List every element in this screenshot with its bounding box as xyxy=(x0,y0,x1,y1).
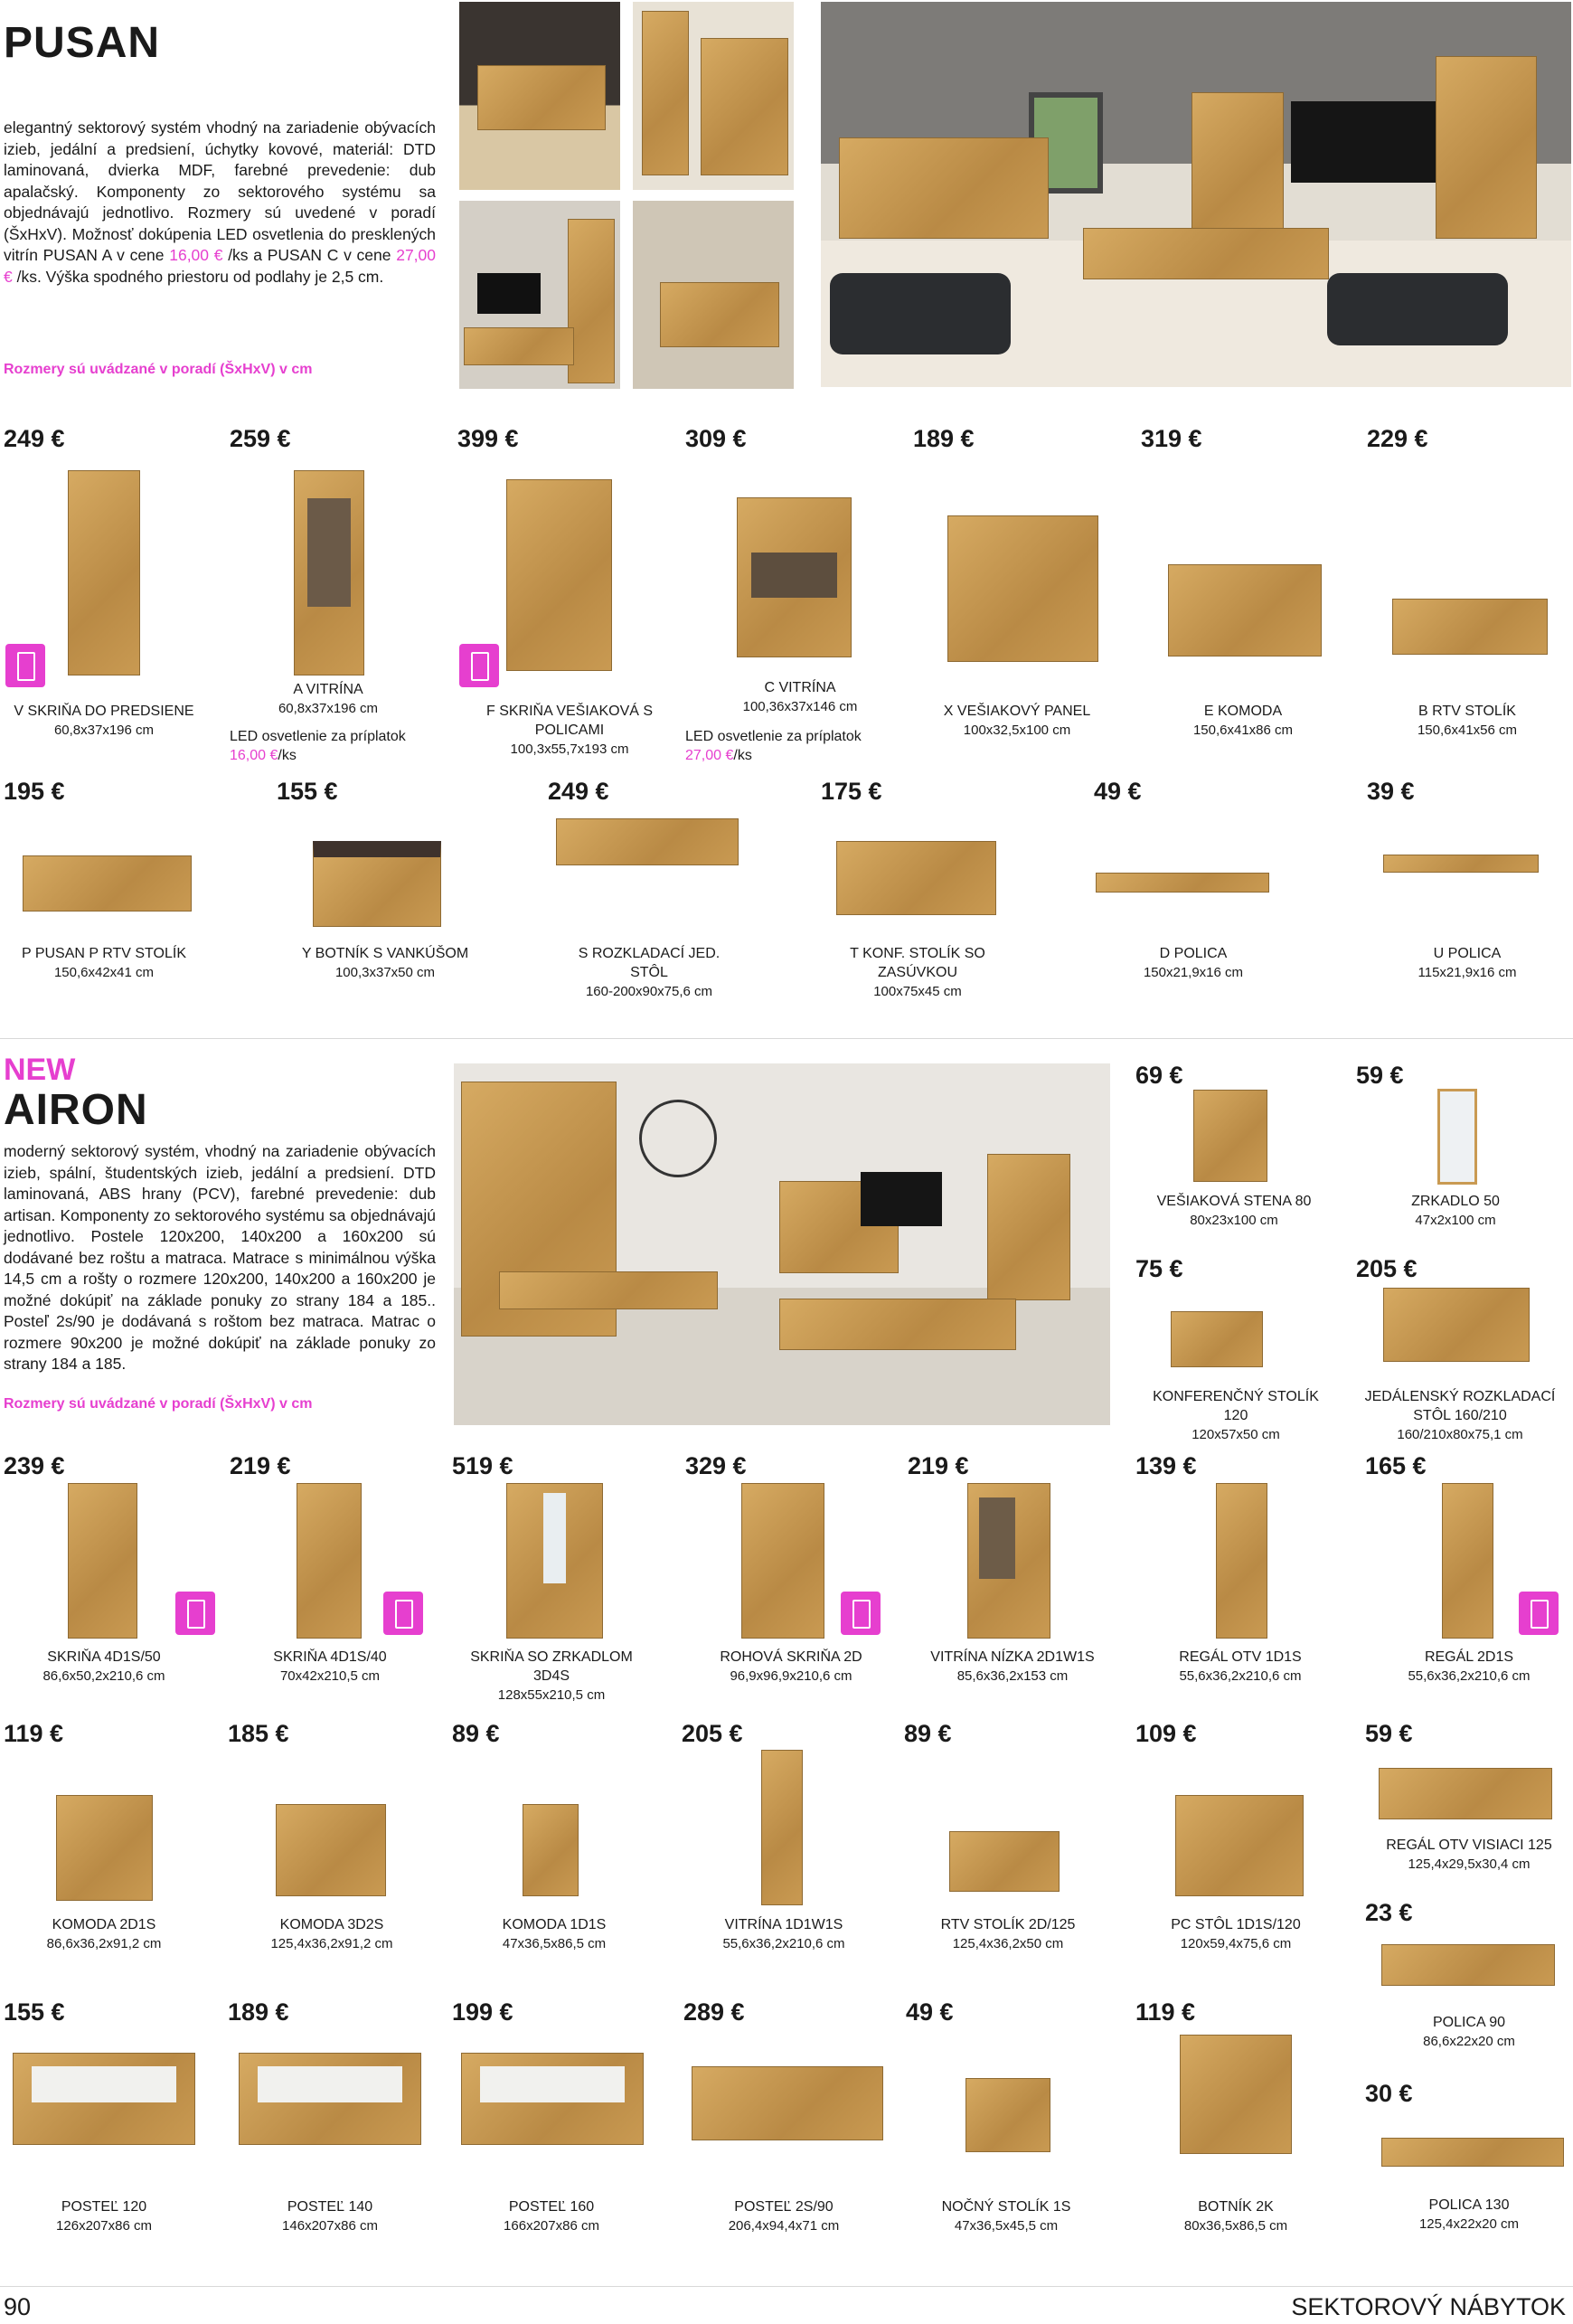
pusan-c-image xyxy=(737,497,852,657)
pusan-p-price: 195 € xyxy=(4,778,65,805)
airon-mirror-label: ZRKADLO 50 47x2x100 cm xyxy=(1411,1194,1500,1228)
airon-mirror-price: 59 € xyxy=(1356,1062,1404,1089)
pusan-c-label: C VITRÍNA 100,36x37x146 cm xyxy=(742,680,858,714)
airon-r3-1-price: 189 € xyxy=(228,1998,289,2026)
airon-shelf-130-price: 30 € xyxy=(1365,2080,1413,2107)
led-badge-icon xyxy=(459,644,499,687)
pusan-photo-tv-wall xyxy=(459,201,620,389)
pusan-y-label: Y BOTNÍK S VANKÚŠOM 100,3x37x50 cm xyxy=(301,946,469,980)
pusan-a-led-note: LED osvetlenie za príplatok 16,00 €/ks xyxy=(230,729,406,763)
pusan-y-image xyxy=(313,841,441,927)
pusan-b-image xyxy=(1392,599,1548,655)
airon-wall-hanger-image xyxy=(1193,1090,1267,1182)
airon-r1-2-image xyxy=(506,1483,603,1639)
airon-r3-2-label: POSTEĽ 160 166x207x86 cm xyxy=(504,2199,599,2234)
pusan-photo-sideboard xyxy=(459,2,620,190)
airon-r2-0-price: 119 € xyxy=(4,1720,64,1747)
pusan-a-image xyxy=(294,470,364,675)
led-badge-icon xyxy=(383,1592,423,1635)
airon-dining-table-price: 205 € xyxy=(1356,1255,1418,1282)
airon-r3-1-image xyxy=(239,2053,421,2145)
pusan-d-image xyxy=(1096,873,1269,893)
airon-r2-1-image xyxy=(276,1804,386,1896)
pusan-f-label: F SKRIŇA VEŠIAKOVÁ S POLICAMI 100,3x55,7x193 cm xyxy=(485,704,654,757)
airon-r1-0-label: SKRIŇA 4D1S/50 86,6x50,2x210,6 cm xyxy=(42,1649,165,1684)
airon-r1-3-label: ROHOVÁ SKRIŇA 2D 96,9x96,9x210,6 cm xyxy=(720,1649,862,1684)
airon-r1-2-price: 519 € xyxy=(452,1452,513,1479)
airon-r1-0-price: 239 € xyxy=(4,1452,65,1479)
airon-r2-3-label: VITRÍNA 1D1W1S 55,6x36,2x210,6 cm xyxy=(722,1917,845,1951)
airon-r3-4-image xyxy=(965,2078,1050,2152)
section-title: SEKTOROVÝ NÁBYTOK xyxy=(1291,2293,1566,2320)
pusan-x-label: X VEŠIAKOVÝ PANEL 100x32,5x100 cm xyxy=(943,704,1091,738)
pusan-f-price: 399 € xyxy=(457,425,519,452)
airon-r2-2-image xyxy=(523,1804,579,1896)
airon-r3-1-label: POSTEĽ 140 146x207x86 cm xyxy=(282,2199,378,2234)
pusan-photo-coffee-table xyxy=(633,201,794,389)
pusan-u-label: U POLICA 115x21,9x16 cm xyxy=(1418,946,1517,980)
airon-r1-3-image xyxy=(741,1483,824,1639)
pusan-d-label: D POLICA 150x21,9x16 cm xyxy=(1143,946,1244,980)
pusan-photo-living-room xyxy=(821,2,1571,387)
airon-r3-2-image xyxy=(461,2053,644,2145)
airon-wall-hanger-price: 69 € xyxy=(1135,1062,1183,1089)
airon-r3-5-label: BOTNÍK 2K 80x36,5x86,5 cm xyxy=(1183,2199,1288,2234)
pusan-u-image xyxy=(1383,855,1539,873)
airon-r1-4-price: 219 € xyxy=(908,1452,969,1479)
airon-r1-0-image xyxy=(68,1483,137,1639)
airon-r2-0-label: KOMODA 2D1S 86,6x36,2x91,2 cm xyxy=(46,1917,162,1951)
pusan-a-price: 259 € xyxy=(230,425,291,452)
airon-r3-3-price: 289 € xyxy=(683,1998,745,2026)
airon-r1-6-label: REGÁL 2D1S 55,6x36,2x210,6 cm xyxy=(1408,1649,1531,1684)
airon-r2-2-price: 89 € xyxy=(452,1720,500,1747)
airon-r3-3-image xyxy=(692,2066,883,2140)
pusan-f-image xyxy=(506,479,612,671)
pusan-d-price: 49 € xyxy=(1094,778,1142,805)
airon-coffee-table-label: KONFERENČNÝ STOLÍK 120 120x57x50 cm xyxy=(1153,1389,1319,1442)
airon-r1-1-label: SKRIŇA 4D1S/40 70x42x210,5 cm xyxy=(273,1649,387,1684)
pusan-t-price: 175 € xyxy=(821,778,882,805)
airon-r3-0-label: POSTEĽ 120 126x207x86 cm xyxy=(56,2199,152,2234)
pusan-t-label: T KONF. STOLÍK SO ZASÚVKOU 100x75x45 cm xyxy=(850,946,985,999)
airon-r1-1-image xyxy=(297,1483,362,1639)
airon-r1-6-image xyxy=(1442,1483,1493,1639)
airon-shelf-90-label: POLICA 90 86,6x22x20 cm xyxy=(1423,2015,1515,2049)
airon-r2-1-price: 185 € xyxy=(228,1720,289,1747)
airon-coffee-table-image xyxy=(1171,1311,1263,1367)
airon-title: AIRON xyxy=(4,1086,148,1134)
airon-photo-room xyxy=(454,1063,1110,1425)
pusan-e-label: E KOMODA 150,6x41x86 cm xyxy=(1192,704,1294,738)
pusan-title: PUSAN xyxy=(4,19,161,67)
pusan-y-price: 155 € xyxy=(277,778,338,805)
airon-r1-2-label: SKRIŇA SO ZRKADLOM 3D4S 128x55x210,5 cm xyxy=(470,1649,633,1703)
pusan-b-label: B RTV STOLÍK 150,6x41x56 cm xyxy=(1417,704,1518,738)
airon-r2-6-price: 59 € xyxy=(1365,1720,1413,1747)
airon-r3-0-price: 155 € xyxy=(4,1998,65,2026)
airon-r1-1-price: 219 € xyxy=(230,1452,291,1479)
pusan-e-image xyxy=(1168,564,1322,657)
pusan-x-image xyxy=(947,515,1098,662)
airon-mirror-image xyxy=(1437,1089,1477,1185)
led-badge-icon xyxy=(841,1592,881,1635)
airon-r1-4-label: VITRÍNA NÍZKA 2D1W1S 85,6x36,2x153 cm xyxy=(930,1649,1095,1684)
airon-shelf-130-label: POLICA 130 125,4x22x20 cm xyxy=(1418,2197,1520,2232)
airon-shelf-90-image xyxy=(1381,1944,1555,1986)
page-number: 90 xyxy=(4,2293,32,2320)
pusan-dimension-note: Rozmery sú uvádzané v poradí (ŠxHxV) v cm xyxy=(4,362,313,377)
pusan-c-led-note: LED osvetlenie za príplatok 27,00 €/ks xyxy=(685,729,862,763)
pusan-t-image xyxy=(836,841,996,915)
airon-r1-5-image xyxy=(1216,1483,1267,1639)
pusan-s-price: 249 € xyxy=(548,778,609,805)
airon-r2-4-image xyxy=(949,1831,1060,1892)
airon-dining-table-image xyxy=(1383,1288,1530,1362)
airon-r3-2-price: 199 € xyxy=(452,1998,513,2026)
pusan-s-image xyxy=(556,818,739,865)
pusan-e-price: 319 € xyxy=(1141,425,1202,452)
airon-r1-6-price: 165 € xyxy=(1365,1452,1427,1479)
airon-r1-4-image xyxy=(967,1483,1050,1639)
pusan-v-label: V SKRIŇA DO PREDSIENE 60,8x37x196 cm xyxy=(14,704,194,738)
airon-r2-1-label: KOMODA 3D2S 125,4x36,2x91,2 cm xyxy=(270,1917,393,1951)
pusan-x-price: 189 € xyxy=(913,425,975,452)
pusan-a-label: A VITRÍNA 60,8x37x196 cm xyxy=(278,682,379,716)
airon-r3-5-image xyxy=(1180,2035,1292,2154)
airon-r3-4-label: NOČNÝ STOLÍK 1S 47x36,5x45,5 cm xyxy=(941,2199,1071,2234)
airon-description: moderný sektorový systém, vhodný na zariadenie obývacích izieb, spální, študentských izieb, jedální a predsiení. DTD laminovaná, ABS hrany (PCV), farebné prevedenie: dub artisan. Komponenty zo sektorového systému sa objednávajú jednotlivo. Postele 120x200, 140x200 a 160x200 sú dodávané bez roštu a matraca. Matrace s minimálnou výška 14,5 cm a rošty o rozmere 120x200, 140x200 a 160x200 je možné dokúpiť na základe ponuky zo strany 184 a 185.. Posteľ 2s/90 je dodávaná s roštom bez matraca. Matrac o rozmere 90x200 je možné dokúpiť na základe ponuky zo strany 184 a 185. xyxy=(4,1142,436,1373)
airon-dimension-note: Rozmery sú uvádzané v poradí (ŠxHxV) v cm xyxy=(4,1396,313,1412)
pusan-photo-vitrines xyxy=(633,2,794,190)
airon-r2-4-price: 89 € xyxy=(904,1720,952,1747)
airon-r2-6-label: REGÁL OTV VISIACI 125 125,4x29,5x30,4 cm xyxy=(1386,1837,1552,1872)
airon-r1-5-price: 139 € xyxy=(1135,1452,1197,1479)
airon-new-label: NEW xyxy=(4,1053,76,1087)
airon-wall-hanger-label: VEŠIAKOVÁ STENA 80 80x23x100 cm xyxy=(1156,1194,1312,1228)
airon-r2-6-image xyxy=(1379,1768,1552,1819)
airon-r2-3-image xyxy=(761,1750,803,1905)
led-badge-icon xyxy=(175,1592,215,1635)
airon-r1-5-label: REGÁL OTV 1D1S 55,6x36,2x210,6 cm xyxy=(1179,1649,1302,1684)
pusan-c-price: 309 € xyxy=(685,425,747,452)
airon-shelf-90-price: 23 € xyxy=(1365,1899,1413,1926)
pusan-p-label: P PUSAN P RTV STOLÍK 150,6x42x41 cm xyxy=(22,946,186,980)
airon-r3-3-label: POSTEĽ 2S/90 206,4x94,4x71 cm xyxy=(728,2199,840,2234)
airon-r2-4-label: RTV STOLÍK 2D/125 125,4x36,2x50 cm xyxy=(940,1917,1076,1951)
airon-r2-0-image xyxy=(56,1795,153,1901)
airon-shelf-130-image xyxy=(1381,2138,1564,2167)
pusan-description: elegantný sektorový systém vhodný na zariadenie obývacích izieb, jedální a predsiení, úchytky kovové, materiál: DTD laminovaná, dvierka MDF, farebné prevedenie: dub apalačský. Komponenty zo sektorového systému sa objednávajú jednotlivo. Rozmery sú uvedené v poradí (ŠxHxV). Možnosť dokúpenia LED osvetlenia do presklených vitrín PUSAN A v cene 16,00 € /ks a PUSAN C v cene 27,00 € /ks. Výška spodného priestoru od podlahy je 2,5 cm. xyxy=(4,118,437,286)
airon-r1-3-price: 329 € xyxy=(685,1452,747,1479)
led-badge-icon xyxy=(1519,1592,1559,1635)
pusan-v-price: 249 € xyxy=(4,425,65,452)
pusan-u-price: 39 € xyxy=(1367,778,1415,805)
airon-r3-4-price: 49 € xyxy=(906,1998,954,2026)
airon-r3-0-image xyxy=(13,2053,195,2145)
pusan-p-image xyxy=(23,855,192,912)
footer-divider xyxy=(0,2286,1573,2287)
airon-r3-5-price: 119 € xyxy=(1135,1998,1196,2026)
section-divider xyxy=(0,1038,1573,1039)
pusan-b-price: 229 € xyxy=(1367,425,1428,452)
airon-r2-2-label: KOMODA 1D1S 47x36,5x86,5 cm xyxy=(502,1917,607,1951)
airon-r2-3-price: 205 € xyxy=(682,1720,743,1747)
airon-dining-table-label: JEDÁLENSKÝ ROZKLADACÍ STÔL 160/210 160/210x80x75,1 cm xyxy=(1364,1389,1556,1442)
pusan-s-label: S ROZKLADACÍ JED. STÔL 160-200x90x75,6 cm xyxy=(578,946,721,999)
airon-r2-5-price: 109 € xyxy=(1135,1720,1197,1747)
airon-r2-5-image xyxy=(1175,1795,1304,1896)
airon-r2-5-label: PC STÔL 1D1S/120 120x59,4x75,6 cm xyxy=(1171,1917,1301,1951)
pusan-v-image xyxy=(68,470,140,675)
airon-coffee-table-price: 75 € xyxy=(1135,1255,1183,1282)
led-badge-icon xyxy=(5,644,45,687)
